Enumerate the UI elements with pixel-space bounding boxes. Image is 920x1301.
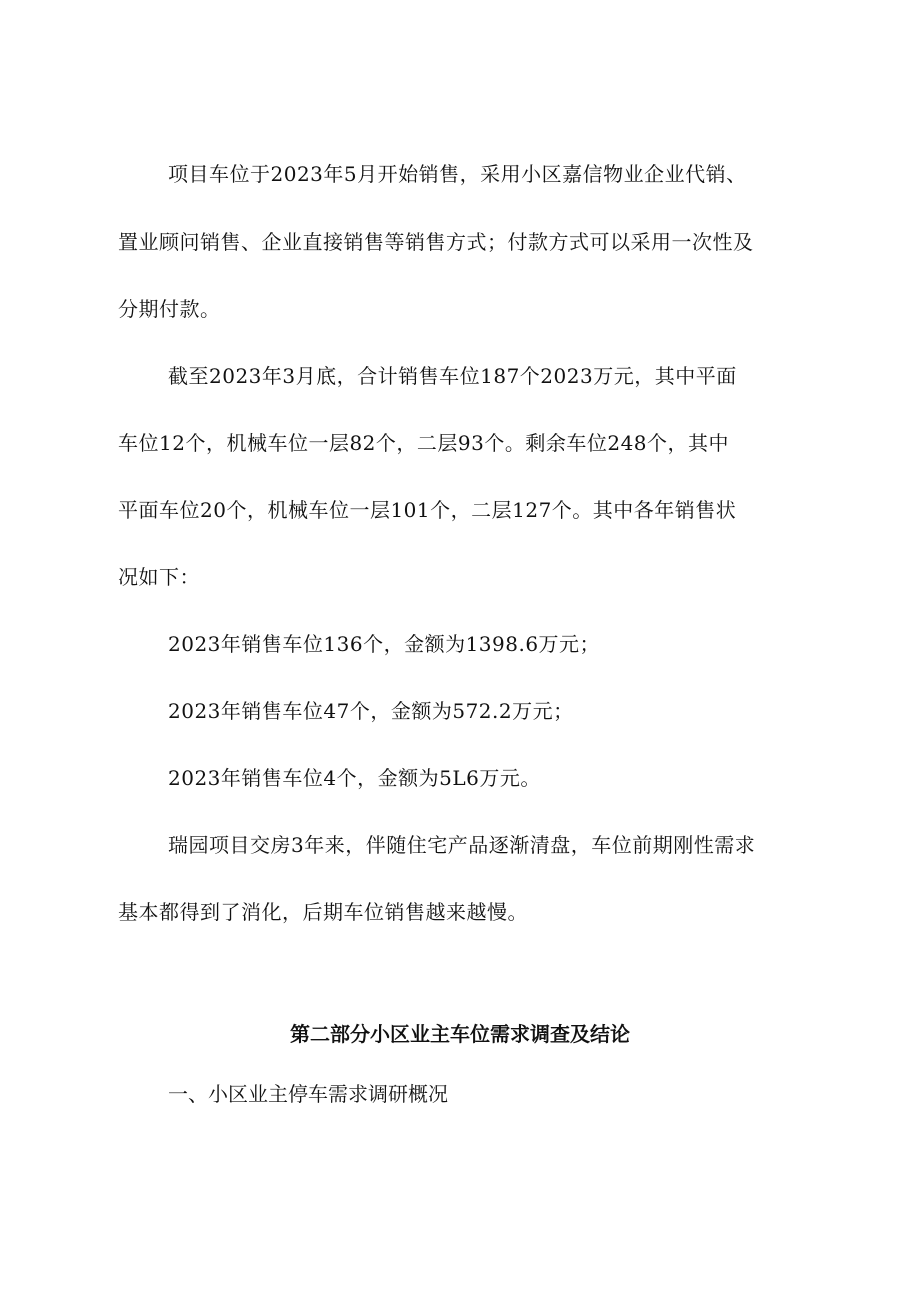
paragraph-sales-summary-line-2: 车位12个，机械车位一层82个，二层93个。剩余车位248个，其中 bbox=[118, 431, 730, 455]
sales-year-line-3: 2023年销售车位4个，金额为5L6万元。 bbox=[168, 766, 541, 790]
paragraph-demand-line-1: 瑞园项目交房3年来，伴随住宅产品逐渐清盘，车位前期刚性需求 bbox=[168, 833, 756, 857]
paragraph-sales-method-line-3: 分期付款。 bbox=[118, 297, 221, 321]
paragraph-sales-summary-line-3: 平面车位20个，机械车位一层101个，二层127个。其中各年销售状 bbox=[118, 498, 737, 522]
paragraph-sales-method-line-1: 项目车位于2023年5月开始销售，采用小区嘉信物业企业代销、 bbox=[168, 162, 747, 186]
sales-year-line-2: 2023年销售车位47个，金额为572.2万元； bbox=[168, 699, 574, 723]
section-subtitle: 一、小区业主停车需求调研概况 bbox=[168, 1082, 448, 1106]
section-title: 第二部分小区业主车位需求调查及结论 bbox=[290, 1022, 630, 1046]
paragraph-sales-method-line-2: 置业顾问销售、企业直接销售等销售方式；付款方式可以采用一次性及 bbox=[118, 230, 754, 254]
sales-year-line-1: 2023年销售车位136个，金额为1398.6万元； bbox=[168, 632, 601, 656]
paragraph-sales-summary-line-4: 况如下： bbox=[118, 565, 200, 589]
paragraph-demand-line-2: 基本都得到了消化，后期车位销售越来越慢。 bbox=[118, 900, 528, 924]
paragraph-sales-summary-line-1: 截至2023年3月底，合计销售车位187个2023万元，其中平面 bbox=[168, 364, 737, 388]
